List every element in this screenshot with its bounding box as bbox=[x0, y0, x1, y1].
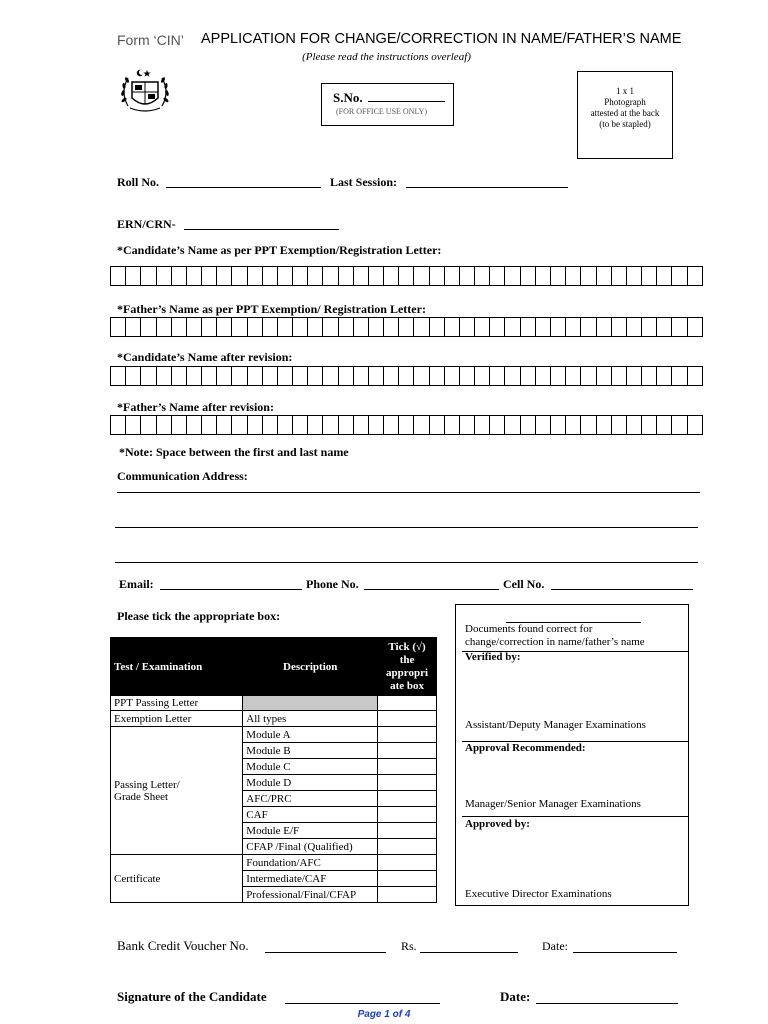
father-name-label: *Father’s Name as per PPT Exemption/ Registration Letter: bbox=[117, 302, 426, 316]
last-session-label: Last Session: bbox=[330, 175, 398, 189]
column-header-test: Test / Examination bbox=[111, 638, 243, 696]
signature-date-label: Date: bbox=[500, 989, 531, 1004]
phone-label: Phone No. bbox=[306, 577, 359, 591]
rs-label: Rs. bbox=[401, 939, 417, 953]
form-code: Form ‘CIN’ bbox=[117, 32, 184, 48]
description-intermediate: Intermediate/CAF bbox=[243, 871, 378, 887]
description-caf: CAF bbox=[243, 807, 378, 823]
email-label: Email: bbox=[119, 577, 154, 591]
email-field[interactable] bbox=[160, 589, 302, 590]
row-label-exemption: Exemption Letter bbox=[111, 711, 243, 727]
signature-field[interactable] bbox=[285, 1003, 440, 1004]
father-revised-label: *Father’s Name after revision: bbox=[117, 400, 274, 414]
cell-label: Cell No. bbox=[503, 577, 545, 591]
column-header-tick: Tick (√) the appropri ate box bbox=[378, 638, 437, 696]
tick-box-professional[interactable] bbox=[378, 887, 437, 903]
roll-no-field[interactable] bbox=[166, 187, 321, 188]
phone-field[interactable] bbox=[364, 589, 499, 590]
address-line-2[interactable] bbox=[115, 527, 698, 528]
row-label-ppt-passing: PPT Passing Letter bbox=[111, 696, 243, 711]
father-revised-grid[interactable] bbox=[110, 415, 703, 435]
approval-recommended-label: Approval Recommended: bbox=[465, 742, 586, 754]
verification-box bbox=[455, 604, 689, 906]
bank-voucher-field[interactable] bbox=[265, 952, 386, 953]
candidate-name-label: *Candidate’s Name as per PPT Exemption/Registration Letter: bbox=[117, 243, 442, 257]
row-label-certificate: Certificate bbox=[111, 855, 243, 903]
tick-box-module-ef[interactable] bbox=[378, 823, 437, 839]
photo-staple-label: (to be stapled) bbox=[599, 119, 651, 129]
description-shaded bbox=[243, 696, 378, 711]
description-cfap: CFAP /Final (Qualified) bbox=[243, 839, 378, 855]
father-name-grid[interactable] bbox=[110, 317, 703, 337]
tick-box-module-c[interactable] bbox=[378, 759, 437, 775]
tick-box-foundation[interactable] bbox=[378, 855, 437, 871]
space-note: *Note: Space between the first and last name bbox=[119, 445, 349, 459]
tick-box-module-a[interactable] bbox=[378, 727, 437, 743]
column-header-description: Description bbox=[243, 638, 378, 696]
tick-box-intermediate[interactable] bbox=[378, 871, 437, 887]
signature-label: Signature of the Candidate bbox=[117, 989, 267, 1004]
tick-box-module-b[interactable] bbox=[378, 743, 437, 759]
photo-size-label: 1 x 1 bbox=[616, 86, 634, 96]
photo-attest-label: attested at the back bbox=[590, 108, 660, 118]
row-label-passing-grade: Passing Letter/ Grade Sheet bbox=[111, 727, 243, 855]
photograph-box[interactable] bbox=[577, 71, 673, 159]
candidate-revised-grid[interactable] bbox=[110, 366, 703, 386]
description-module-b: Module B bbox=[243, 743, 378, 759]
candidate-revised-label: *Candidate’s Name after revision: bbox=[117, 350, 293, 364]
tick-box-ppt-passing[interactable] bbox=[378, 696, 437, 711]
description-professional: Professional/Final/CFAP bbox=[243, 887, 378, 903]
tick-prompt: Please tick the appropriate box: bbox=[117, 609, 281, 623]
tick-box-cfap[interactable] bbox=[378, 839, 437, 855]
description-module-d: Module D bbox=[243, 775, 378, 791]
verified-by-label: Verified by: bbox=[465, 651, 521, 663]
serial-number-field[interactable] bbox=[368, 101, 445, 102]
tick-box-all-types[interactable] bbox=[378, 711, 437, 727]
ern-crn-field[interactable] bbox=[184, 229, 339, 230]
address-line-3[interactable] bbox=[115, 562, 698, 563]
verify-divider-3 bbox=[462, 816, 689, 817]
description-afc-prc: AFC/PRC bbox=[243, 791, 378, 807]
description-foundation: Foundation/AFC bbox=[243, 855, 378, 871]
ern-crn-label: ERN/CRN- bbox=[117, 217, 176, 231]
bank-date-field[interactable] bbox=[573, 952, 677, 953]
rs-field[interactable] bbox=[420, 952, 518, 953]
bank-voucher-label: Bank Credit Voucher No. bbox=[117, 938, 249, 953]
last-session-field[interactable] bbox=[406, 187, 568, 188]
description-module-ef: Module E/F bbox=[243, 823, 378, 839]
photo-label: Photograph bbox=[604, 97, 646, 107]
documents-note: Documents found correct for change/correction in name/father’s name bbox=[465, 623, 645, 648]
asst-manager-label: Assistant/Deputy Manager Examinations bbox=[465, 719, 646, 731]
test-examination-table bbox=[110, 637, 437, 903]
tick-box-caf[interactable] bbox=[378, 807, 437, 823]
page-number: Page 1 of 4 bbox=[357, 1009, 411, 1020]
institute-logo-icon bbox=[118, 66, 172, 114]
roll-no-label: Roll No. bbox=[117, 175, 159, 189]
approved-by-label: Approved by: bbox=[465, 818, 530, 830]
description-all-types: All types bbox=[243, 711, 378, 727]
page-subtitle: (Please read the instructions overleaf) bbox=[302, 51, 471, 63]
exec-director-label: Executive Director Examinations bbox=[465, 888, 612, 900]
office-use-note: (FOR OFFICE USE ONLY) bbox=[336, 107, 427, 116]
page-title: APPLICATION FOR CHANGE/CORRECTION IN NAME/FATHER’S NAME bbox=[201, 31, 682, 47]
tick-box-module-d[interactable] bbox=[378, 775, 437, 791]
candidate-name-grid[interactable] bbox=[110, 266, 703, 286]
cell-field[interactable] bbox=[551, 589, 693, 590]
description-module-c: Module C bbox=[243, 759, 378, 775]
address-line-1[interactable] bbox=[117, 492, 700, 493]
signature-date-field[interactable] bbox=[536, 1003, 678, 1004]
bank-date-label: Date: bbox=[542, 939, 568, 953]
description-module-a: Module A bbox=[243, 727, 378, 743]
tick-box-afc-prc[interactable] bbox=[378, 791, 437, 807]
serial-number-label: S.No. bbox=[333, 90, 363, 105]
address-label: Communication Address: bbox=[117, 469, 248, 483]
manager-label: Manager/Senior Manager Examinations bbox=[465, 798, 641, 810]
